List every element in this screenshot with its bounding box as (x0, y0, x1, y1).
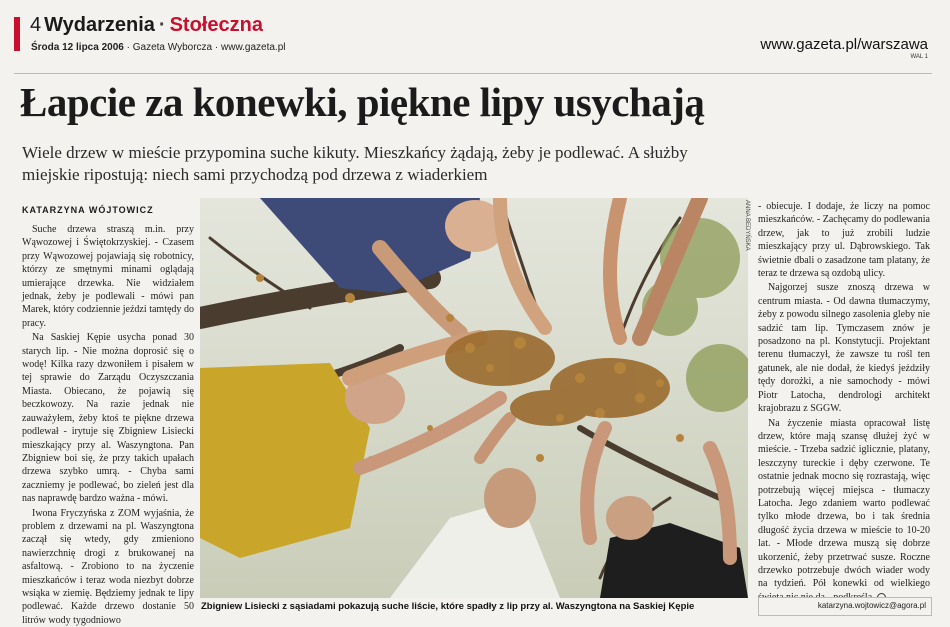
article-column-left (22, 223, 194, 627)
section-name: Wydarzenia (44, 14, 155, 36)
article-photo (200, 198, 748, 598)
paragraph: Najgorzej susze znoszą drzewa w centrum miasta. - Od dawna tłumaczymy, żeby z powodu silnego zasolenia gleby nie sadzić tam lip. Tymczasem znów je posadzono na pl. Konstytucji. Projektant terenu tłumaczył, że zawsze tu rośl ten gatunek, ale nie dodał, że kiedyś jeździły tędy dorożki, a nie samochody - mówi Piotr Latocha, dendrologi architekt krajobrazu z SGGW. (758, 282, 930, 415)
publication-website: www.gazeta.pl (221, 42, 286, 53)
section-separator: · (158, 14, 166, 36)
paragraph-text: Na życzenie miasta opracował listę drzew, które mają szansę dłużej żyć w mieście. - Trzeba sadzić iglicznie, platany, leszczyny tureckie i dęby czerwone. Te ostatnie jednak mocno się rozrastają, więc potrzebują więcej miejsca - tłumaczy Latocha. Jego zdaniem warto podlewać tylko młode drzewa, bo i tak średnia długość życia drzewa w mieście to 10-20 lat. - Młode drzewa muszą się dobrze ukorzenić, żeby przetrwać susze. Roczne drzewko potrzebuje dwóch wiader wody na tydzień. Pół konewki od wielkiego (758, 417, 930, 590)
paragraph: - obiecuje. I dodaje, że liczy na pomoc mieszkańców. - Zachęcamy do podlewania drzew, jak to już zrobili ludzie mieszkający przy ul. Dąbrowskiego. Tak świetnie dbali o zasadzone tam platany, że teraz te drzewa są ozdobą ulicy. (758, 201, 930, 280)
header-rule (14, 73, 932, 74)
article-subheadline: Wiele drzew w mieście przypomina suche kikuty. Mieszkańcy żądają, żeby je podlewać. A służby miejskie ripostują: niech sami przychodzą pod drzewa z wiaderkiem (22, 143, 688, 184)
paragraph: Iwona Fryczyńska z ZOM wyjaśnia, że problem z drzewami na pl. Waszyngtona zaczął się wtedy, gdy zmieniono nawierzchnię drogi z brukowanej na asfaltową. - Zrobiono to na życzenie mieszkańców i teraz woda niezbyt dobrze wsiąka w ziemię. Będziemy jednak te lipy podlewać. Każde drzewo dostanie 50 litrów wody tygodniowo (22, 507, 194, 626)
paragraph: Na Saskiej Kępie usycha ponad 30 starych lip. - Nie można doprosić się o wodę! Kilka razy dzwoniłem i pisałem w tej sprawie do Zarządu Oczyszczania Miasta. Obiecano, że pojawią się beczkowozy. Na razie jednak nie zauważyłem, żeby ktoś te piękne drzewa podlewał - irytuje się Zbigniew Lisiecki mieszkający przy al. Waszyngtona. Pan Zbigniew boi się, że przy takich upałach drzewa szybko umrą. - Chyba sami zaczniemy je podlewać, bo zieleń jest dla nas naprawdę bardzo ważna - mówi. (22, 332, 194, 505)
photo-credit: ANNA BEDYŃSKA (744, 200, 750, 251)
byline: KATARZYNA WÓJTOWICZ (22, 205, 154, 215)
page-number: 4 (30, 14, 42, 36)
paragraph (758, 417, 930, 605)
article-column-right (758, 200, 930, 604)
paragraph: Suche drzewa straszą m.in. przy Wąwozowej i Świętokrzyskiej. - Czasem przy Wąwozowej pojawiają się robotnicy, którzy ze smętnymi minami oglądają umierające drzewka. Nie widziałem jednak, żeby je podlewali - mówi pan Marek, który codziennie jeździ tamtędy do pracy. (22, 224, 194, 329)
photo-illustration (200, 198, 748, 598)
issue-date: Środa 12 lipca 2006 (31, 42, 124, 53)
section-title (30, 14, 263, 37)
subsection-name: Stołeczna (169, 14, 263, 36)
site-url[interactable]: www.gazeta.pl/warszawa (760, 36, 928, 53)
dateline: Środa 12 lipca 2006 · Gazeta Wyborcza · www.gazeta.pl (31, 42, 286, 53)
section-color-bar (14, 17, 20, 51)
edition-code: WAL 1 (910, 54, 928, 60)
photo-caption: Zbigniew Lisiecki z sąsiadami pokazują suche liście, które spadły z lip przy al. Waszyngtona na Saskiej Kępie (201, 601, 695, 612)
publication-name: Gazeta Wyborcza (132, 42, 213, 53)
article-headline: Łapcie za konewki, piękne lipy usychają (20, 79, 705, 125)
author-email[interactable]: katarzyna.wojtowicz@agora.pl (817, 601, 926, 610)
